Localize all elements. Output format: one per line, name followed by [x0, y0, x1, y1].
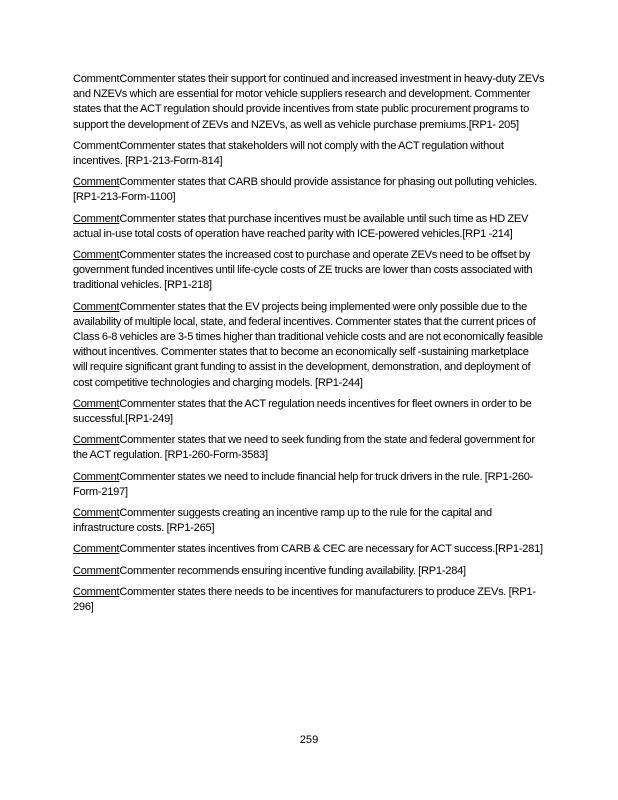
comment-text: Commenter recommends ensuring incentive funding availability. [RP1-284] [119, 564, 466, 577]
comment-lead: Comment [73, 470, 120, 483]
comment-text: Commenter states that the EV projects being implemented were only possible due to the availability of multiple local, state, and federal incentives. Commenter states that the current prices of Class 6-8 vehicles are 3-5 times higher than traditional vehicle costs and are not economically feasible without incentives. Commenter states that to become an economically self -sustaining marketplace will require significant grant funding to assist in the development, demonstration, and deployment of cost competitive technologies and charging models. [RP1-244] [73, 300, 543, 389]
comment-lead: Comment [73, 585, 120, 598]
comment-lead: Comment [73, 434, 120, 447]
comment-text: Commenter states that the ACT regulation needs incentives for fleet owners in order to be successful.[RP1-249] [73, 397, 532, 426]
comment-paragraph [73, 470, 545, 500]
comment-lead: Comment [73, 543, 120, 556]
comment-lead: Comment [73, 249, 120, 262]
comment-lead: Comment [73, 176, 120, 189]
comment-text: Commenter states we need to include financial help for truck drivers in the rule. [RP1-260-Form-2197] [73, 470, 534, 498]
comment-text: Commenter states the increased cost to purchase and operate ZEVs need to be offset by government funded incentives until life-cycle costs of ZE trucks are lower than costs associated with traditional vehicles. [RP1-218] [73, 249, 533, 292]
comment-paragraph [73, 139, 545, 169]
comment-paragraph [73, 542, 545, 557]
comment-paragraph [73, 175, 545, 205]
comment-paragraph [73, 300, 545, 391]
comment-lead: Comment [73, 139, 120, 152]
comment-text: Commenter states that purchase incentives must be available until such time as HD ZEV actual in-use total costs of operation have reached parity with ICE-powered vehicles.[RP1 -214] [73, 212, 529, 240]
comment-text: Commenter states that CARB should provide assistance for phasing out polluting vehicles. [RP1-213-Form-1100] [73, 176, 537, 204]
comment-paragraph [73, 72, 545, 133]
comment-lead: Comment [73, 73, 120, 85]
comment-text: Commenter suggests creating an incentive ramp up to the rule for the capital and infrastructure costs. [RP1-265] [73, 507, 492, 535]
comment-lead: Comment [73, 212, 120, 225]
page-number: 259 [299, 734, 319, 746]
comment-lead: Comment [73, 300, 120, 313]
comment-text: Commenter states there needs to be incentives for manufacturers to produce ZEVs. [RP1-296] [73, 585, 536, 614]
comment-text: Commenter states that we need to seek funding from the state and federal government for the ACT regulation. [RP1-260-Form-3583] [73, 434, 535, 462]
comment-paragraph [73, 506, 545, 536]
comment-paragraph [73, 585, 545, 615]
comment-lead: Comment [73, 564, 120, 577]
comment-paragraph [73, 433, 545, 463]
comment-text: Commenter states their support for continued and increased investment in heavy-duty ZEVs and NZEVs which are essential for motor vehicle suppliers research and development. Commenter states that the ACT regulation should provide incentives from state public procurement programs to support the development of ZEVs and NZEVs, as well as vehicle purchase premiums.[RP1- 205] [73, 73, 545, 131]
comment-paragraph [73, 397, 545, 427]
comment-paragraph [73, 564, 545, 579]
comment-lead: Comment [73, 507, 120, 520]
comment-text: Commenter states incentives from CARB & CEC are necessary for ACT success.[RP1-281] [119, 543, 543, 556]
comment-text: Commenter states that stakeholders will not comply with the ACT regulation without incentives. [RP1-213-Form-814] [73, 139, 504, 168]
comment-lead: Comment [73, 397, 120, 410]
comment-paragraph [73, 248, 545, 294]
comment-paragraph [73, 212, 545, 242]
comment-list [73, 72, 545, 621]
